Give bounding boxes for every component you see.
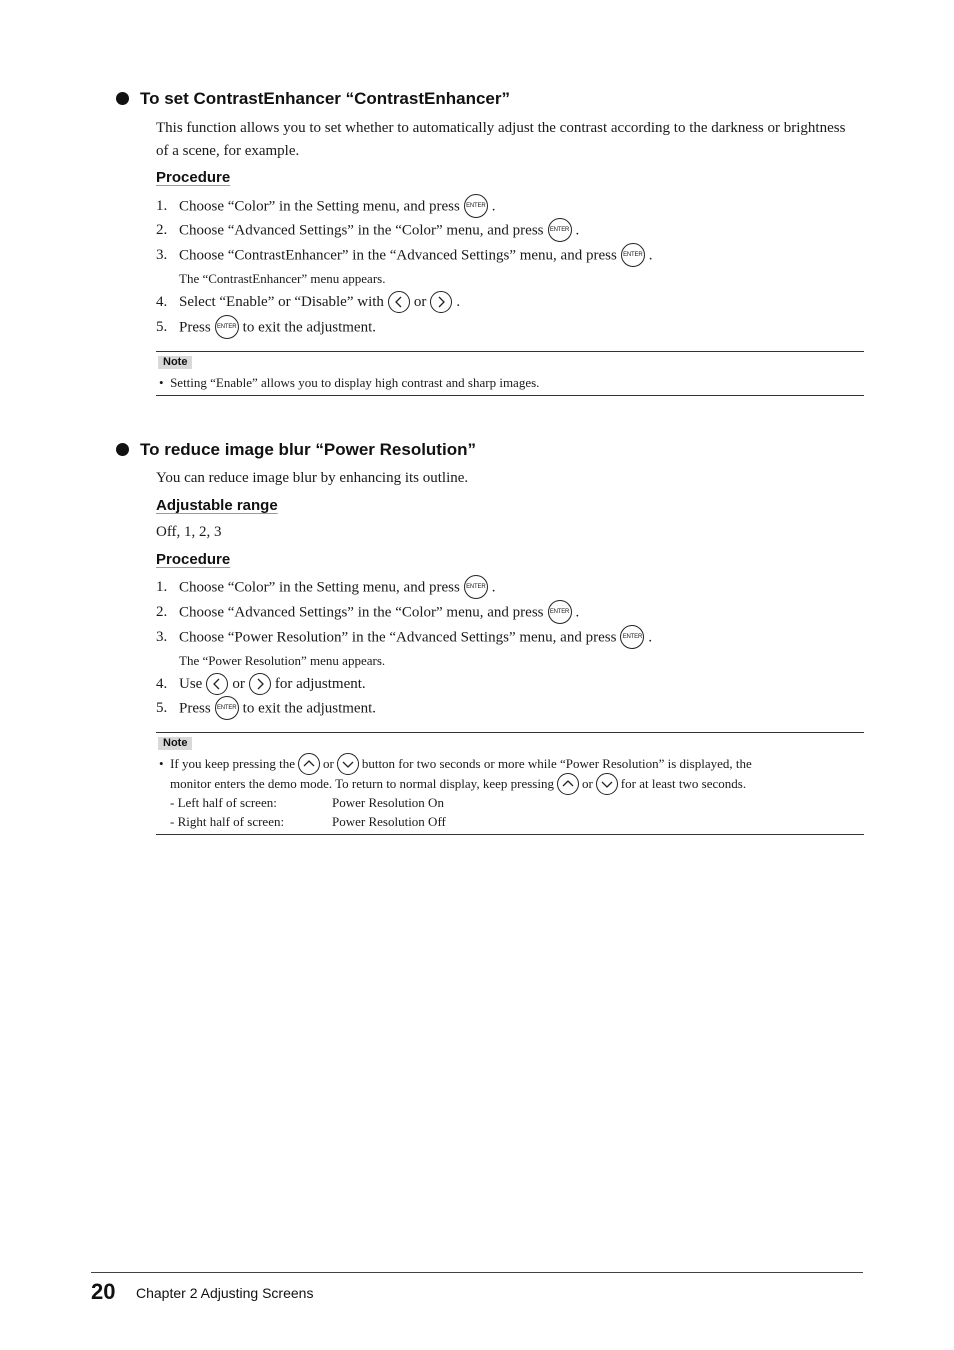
procedure-step: 3. Choose “Power Resolution” in the “Advanced Settings” menu, and press ENTER . xyxy=(156,626,652,650)
enter-button-icon: ENTER xyxy=(215,315,239,339)
section-heading-power-resolution xyxy=(116,440,476,460)
section-title: To reduce image blur “Power Resolution” xyxy=(140,440,476,459)
procedure-step: 5. Press ENTER to exit the adjustment. xyxy=(156,316,376,340)
enter-button-icon: ENTER xyxy=(548,218,572,242)
note-list-item: - Left half of screen: Power Resolution On xyxy=(170,795,444,810)
procedure-step: 1. Choose “Color” in the Setting menu, and press ENTER . xyxy=(156,576,496,600)
step-sub-note: The “ContrastEnhancer” menu appears. xyxy=(179,271,386,286)
procedure-step: 5. Press ENTER to exit the adjustment. xyxy=(156,697,376,721)
section-title: To set ContrastEnhancer “ContrastEnhancer” xyxy=(140,89,510,108)
right-arrow-button-icon xyxy=(430,291,452,313)
up-arrow-button-icon xyxy=(557,773,579,795)
note-box xyxy=(156,351,864,396)
enter-button-icon: ENTER xyxy=(215,696,239,720)
enter-button-icon: ENTER xyxy=(464,575,488,599)
note-list-item: - Right half of screen: Power Resolution Off xyxy=(170,814,446,829)
note-text: • Setting “Enable” allows you to display high contrast and sharp images. xyxy=(159,375,540,390)
footer-divider xyxy=(91,1272,863,1273)
procedure-step: 2. Choose “Advanced Settings” in the “Color” menu, and press ENTER . xyxy=(156,219,579,243)
left-arrow-button-icon xyxy=(388,291,410,313)
page-number: 20 xyxy=(91,1279,116,1304)
procedure-step: 1. Choose “Color” in the Setting menu, and press ENTER . xyxy=(156,195,496,219)
note-label: Note xyxy=(158,737,192,750)
bullet-dot xyxy=(116,92,129,105)
up-arrow-button-icon xyxy=(298,753,320,775)
enter-button-icon: ENTER xyxy=(621,243,645,267)
procedure-heading: Procedure xyxy=(156,551,231,568)
procedure-heading: Procedure xyxy=(156,169,231,186)
section-intro: This function allows you to set whether to automatically adjust the contrast according to the darkness or brightness of a scene, for example. xyxy=(156,120,846,159)
down-arrow-button-icon xyxy=(596,773,618,795)
step-sub-note: The “Power Resolution” menu appears. xyxy=(179,653,386,668)
down-arrow-button-icon xyxy=(337,753,359,775)
section-intro: You can reduce image blur by enhancing its outline. xyxy=(156,470,469,486)
bullet-dot xyxy=(116,443,129,456)
chapter-title: Chapter 2 Adjusting Screens xyxy=(136,1285,314,1301)
enter-button-icon: ENTER xyxy=(620,625,644,649)
procedure-step: 2. Choose “Advanced Settings” in the “Color” menu, and press ENTER . xyxy=(156,601,579,625)
procedure-step: 4. Use or for adjustment. xyxy=(156,673,366,696)
procedure-step: 4. Select “Enable” or “Disable” with or . xyxy=(156,291,460,314)
procedure-step: 3. Choose “ContrastEnhancer” in the “Advanced Settings” menu, and press ENTER . xyxy=(156,244,653,268)
adjustable-range-value: Off, 1, 2, 3 xyxy=(156,524,222,540)
section-heading-contrast-enhancer xyxy=(116,89,510,109)
note-label: Note xyxy=(158,356,192,369)
enter-button-icon: ENTER xyxy=(464,194,488,218)
note-text: • If you keep pressing the or button for two seconds or more while “Power Resolution” is displayed, the xyxy=(159,754,752,776)
adjustable-range-heading: Adjustable range xyxy=(156,497,278,514)
enter-button-icon: ENTER xyxy=(548,600,572,624)
right-arrow-button-icon xyxy=(249,673,271,695)
left-arrow-button-icon xyxy=(206,673,228,695)
note-box xyxy=(156,732,864,835)
note-text: monitor enters the demo mode. To return to normal display, keep pressing or for at least two seconds. xyxy=(170,774,746,796)
